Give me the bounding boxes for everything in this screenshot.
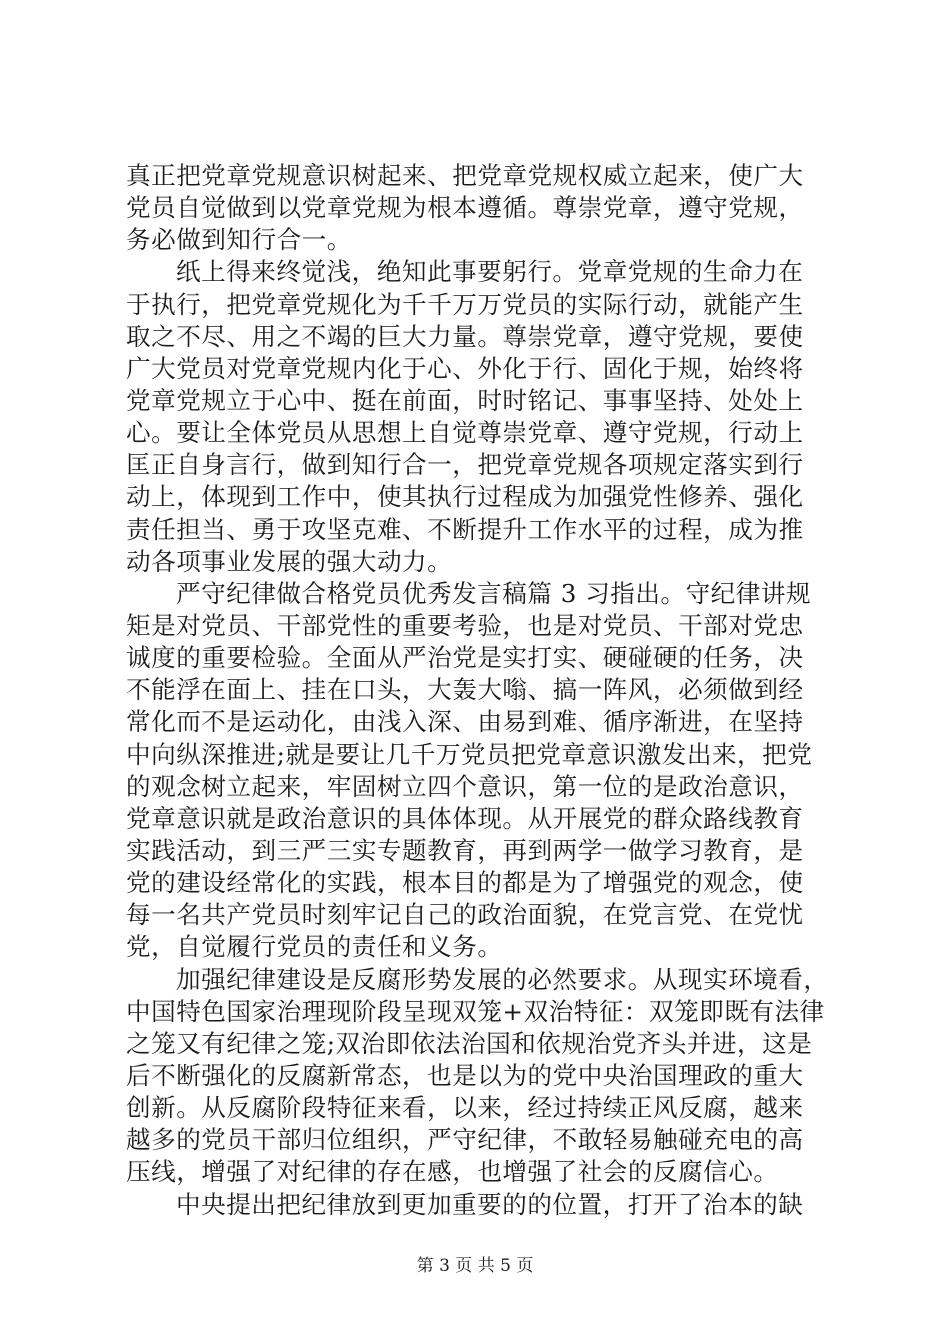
text-line: 诚度的重要检验。全面从严治党是实打实、硬碰硬的任务，决 [126,643,804,673]
text-line: 严守纪律做合格党员优秀发言稿篇 3 习指出。守纪律讲规 [176,578,812,608]
text-line: 匡正自身言行，做到知行合一，把党章党规各项规定落实到行 [126,450,804,480]
page-footer: 第 3 页 共 5 页 [416,1256,534,1276]
text-line: 的观念树立起来，牢固树立四个意识，第一位的是政治意识， [126,771,804,801]
text-line: 矩是对党员、干部党性的重要考验，也是对党员、干部对党忠 [126,610,804,640]
text-line: 动上，体现到工作中，使其执行过程成为加强党性修养、强化 [126,482,804,512]
text-line: 中央提出把纪律放到更加重要的的位置，打开了治本的缺 [176,1189,804,1219]
text-line: 真正把党章党规意识树起来、把党章党规权威立起来，使广大 [126,161,804,190]
text-line: 常化而不是运动化，由浅入深、由易到难、循序渐进，在坚持 [126,707,804,737]
text-line: 压线，增强了对纪律的存在感，也增强了社会的反腐信心。 [126,1157,779,1187]
text-line: 加强纪律建设是反腐形势发展的必然要求。从现实环境看， [176,964,829,994]
text-line: 每一名共产党员时刻牢记自己的政治面貌，在党言党、在党忧 [126,900,804,930]
text-line: 中向纵深推进;就是要让几千万党员把党章意识激发出来，把党 [126,739,813,769]
text-line: 创新。从反腐阶段特征来看，以来，经过持续正风反腐，越来 [126,1093,804,1123]
text-line: 党章意识就是政治意识的具体体现。从开展党的群众路线教育 [126,803,804,833]
text-line: 不能浮在面上、挂在口头，大轰大嗡、搞一阵风，必须做到经 [126,675,804,705]
text-line: 动各项事业发展的强大动力。 [126,546,453,576]
text-line: 党，自觉履行党员的责任和义务。 [126,932,503,962]
text-line: 之笼又有纪律之笼;双治即依法治国和依规治党齐头并进，这是 [126,1028,813,1058]
text-line: 越多的党员干部归位组织，严守纪律，不敢轻易触碰充电的高 [126,1125,804,1155]
text-line: 纸上得来终觉浅，绝知此事要躬行。党章党规的生命力在 [176,257,804,287]
text-line: 党章党规立于心中、挺在前面，时时铭记、事事坚持、处处上 [126,385,804,415]
text-line: 取之不尽、用之不竭的巨大力量。尊崇党章，遵守党规，要使 [126,321,804,351]
text-line: 广大党员对党章党规内化于心、外化于行、固化于规，始终将 [126,353,804,383]
text-line: 实践活动，到三严三实专题教育，再到两学一做学习教育，是 [126,835,804,865]
text-line: 中国特色国家治理现阶段呈现双笼+双治特征：双笼即既有法律 [126,996,825,1026]
text-line: 务必做到知行合一。 [126,225,352,255]
text-line: 党员自觉做到以党章党规为根本遵循。尊崇党章，遵守党规， [126,193,804,223]
text-line: 党的建设经常化的实践，根本目的都是为了增强党的观念，使 [126,868,804,898]
text-line: 责任担当、勇于攻坚克难、不断提升工作水平的过程，成为推 [126,514,804,544]
text-line: 后不断强化的反腐新常态，也是以为的党中央治国理政的重大 [126,1060,804,1090]
body-text [126,160,829,1221]
text-line: 于执行，把党章党规化为千千万万党员的实际行动，就能产生 [126,289,804,319]
text-line: 心。要让全体党员从思想上自觉尊崇党章、遵守党规，行动上 [126,418,804,448]
